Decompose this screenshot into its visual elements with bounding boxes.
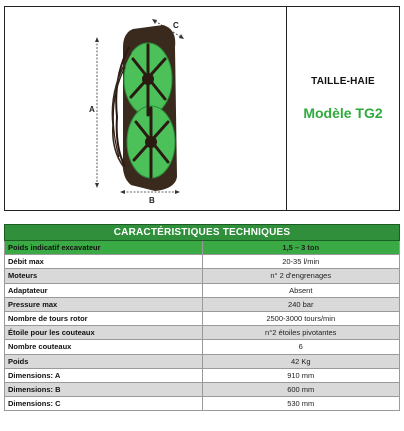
dimension-a-label: A: [89, 105, 95, 114]
table-row: [5, 397, 400, 411]
row-value: Absent: [202, 283, 400, 297]
row-label: Poids: [5, 354, 203, 368]
row-label: Étoile pour les couteaux: [5, 326, 203, 340]
row-label: Nombre couteaux: [5, 340, 203, 354]
table-row: [5, 255, 400, 269]
row-value: 2500-3000 tours/min: [202, 311, 400, 325]
row-label: Dimensions: A: [5, 368, 203, 382]
table-row: [5, 326, 400, 340]
hedge-trimmer-illustration: [5, 7, 286, 212]
product-info: [287, 7, 399, 210]
row-label: Adaptateur: [5, 283, 203, 297]
specifications-table: [4, 224, 400, 411]
row-value: 240 bar: [202, 297, 400, 311]
row-value: 600 mm: [202, 382, 400, 396]
table-row: [5, 382, 400, 396]
table-row: [5, 354, 400, 368]
product-category: TAILLE-HAIE: [311, 76, 375, 87]
table-row: [5, 297, 400, 311]
row-value: 6: [202, 340, 400, 354]
row-label: Nombre de tours rotor: [5, 311, 203, 325]
table-title: CARACTÉRISTIQUES TECHNIQUES: [5, 225, 400, 241]
table-row: [5, 340, 400, 354]
header-value: 1,5 – 3 ton: [202, 241, 400, 255]
row-value: 42 Kg: [202, 354, 400, 368]
header-label: Poids indicatif excavateur: [5, 241, 203, 255]
row-value: n°2 étoiles pivotantes: [202, 326, 400, 340]
row-value: 20-35 l/min: [202, 255, 400, 269]
row-value: n° 2 d'engrenages: [202, 269, 400, 283]
dimension-c-label: C: [173, 21, 179, 30]
row-label: Dimensions: B: [5, 382, 203, 396]
table-row: [5, 311, 400, 325]
product-image-area: [5, 7, 286, 210]
product-panel: [4, 6, 400, 211]
row-value: 530 mm: [202, 397, 400, 411]
product-model: Modèle TG2: [303, 105, 383, 121]
table-title-row: [5, 225, 400, 241]
dimension-b-label: B: [149, 196, 155, 205]
table-row: [5, 269, 400, 283]
row-label: Moteurs: [5, 269, 203, 283]
row-label: Dimensions: C: [5, 397, 203, 411]
table-row: [5, 283, 400, 297]
row-label: Pressure max: [5, 297, 203, 311]
table-row: [5, 368, 400, 382]
row-value: 910 mm: [202, 368, 400, 382]
table-header-row: [5, 241, 400, 255]
row-label: Débit max: [5, 255, 203, 269]
